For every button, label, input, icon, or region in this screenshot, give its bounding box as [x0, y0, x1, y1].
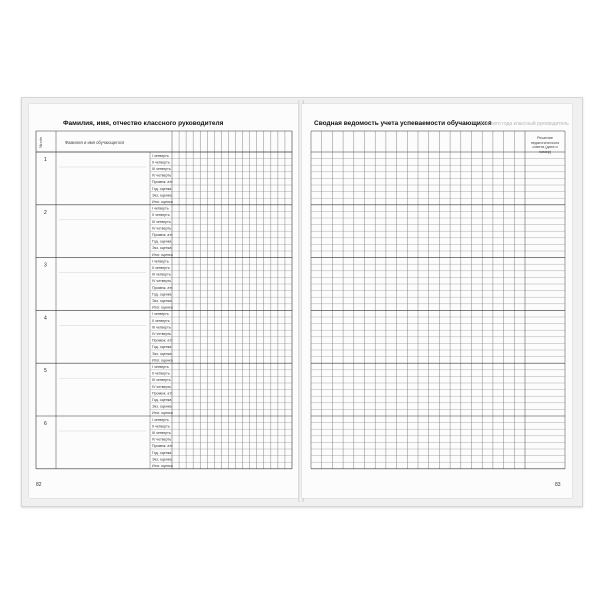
- row-label: IV четверть: [152, 437, 172, 442]
- row-label: Год. оценка: [152, 345, 172, 350]
- student-number: 6: [44, 421, 47, 427]
- row-label: Экз. оценка: [152, 404, 172, 409]
- row-label: Промеж. атт.: [152, 391, 174, 396]
- row-label: Год. оценка: [152, 239, 172, 244]
- row-label: Итог. оценка: [152, 305, 173, 310]
- row-label: III четверть: [152, 378, 171, 383]
- class-teacher-title: Фамилия, имя, отчество классного руководителя: [63, 120, 224, 127]
- student-name-column-header: Фамилия и имя обучающегося: [65, 140, 125, 145]
- row-label: Год. оценка: [152, 186, 172, 191]
- row-label: I четверть: [152, 259, 169, 264]
- summary-sheet-title: Сводная ведомость учета успеваемости обучающихся: [314, 120, 492, 127]
- row-label: Экз. оценка: [152, 457, 172, 462]
- row-label: Итог. оценка: [152, 411, 173, 416]
- row-label: I четверть: [152, 153, 169, 158]
- student-number: 2: [44, 209, 47, 216]
- right-page-number: 83: [555, 482, 561, 488]
- row-label: Промеж. атт.: [152, 180, 174, 185]
- row-label: Год. оценка: [152, 450, 172, 455]
- row-label: Итог. оценка: [152, 464, 173, 468]
- row-label: Промеж. атт.: [152, 285, 174, 290]
- row-label: III четверть: [152, 325, 171, 330]
- row-label: III четверть: [152, 431, 171, 435]
- row-label: II четверть: [152, 371, 170, 376]
- student-number: 5: [44, 368, 47, 375]
- right-page: [302, 104, 572, 498]
- row-label: II четверть: [152, 213, 170, 218]
- row-label: II четверть: [152, 424, 170, 429]
- row-label: IV четверть: [152, 384, 172, 389]
- row-label: I четверть: [152, 365, 169, 369]
- row-label: Итог. оценка: [152, 252, 173, 257]
- right-grid: [302, 104, 572, 498]
- decision-column-header: Решение педагогического совета (дата и номер): [530, 136, 560, 154]
- student-number: 4: [44, 315, 47, 322]
- row-label: Экз. оценка: [152, 351, 172, 356]
- row-label: Промеж. атт.: [152, 338, 174, 343]
- row-label: II четверть: [152, 160, 170, 165]
- number-column-header: № п/п: [38, 137, 43, 148]
- row-label: II четверть: [152, 318, 170, 323]
- row-label: Итог. оценка: [152, 200, 173, 204]
- row-label: Год. оценка: [152, 398, 172, 402]
- row-label: Экз. оценка: [152, 246, 172, 251]
- left-grid: [29, 104, 299, 498]
- row-label: III четверть: [152, 272, 171, 277]
- row-label: IV четверть: [152, 226, 172, 231]
- row-label: Экз. оценка: [152, 193, 172, 198]
- student-number: 1: [44, 157, 47, 163]
- row-label: Итог. оценка: [152, 358, 173, 363]
- row-label: I четверть: [152, 312, 169, 317]
- row-label: III четверть: [152, 219, 171, 224]
- left-page: [29, 104, 299, 498]
- row-label: IV четверть: [152, 279, 172, 284]
- faint-header-text: учебного года классный руководитель: [480, 121, 569, 127]
- row-label: Экз. оценка: [152, 299, 172, 303]
- row-label: IV четверть: [152, 173, 172, 178]
- left-page-number: 82: [36, 482, 42, 488]
- row-label: Год. оценка: [152, 292, 172, 297]
- row-label: II четверть: [152, 266, 170, 270]
- row-label: I четверть: [152, 206, 169, 211]
- row-label: III четверть: [152, 167, 171, 171]
- row-label: Промеж. атт.: [152, 233, 174, 237]
- row-label: IV четверть: [152, 332, 172, 336]
- row-label: Промеж. атт.: [152, 444, 174, 449]
- row-label: I четверть: [152, 417, 169, 422]
- student-number: 3: [44, 262, 47, 269]
